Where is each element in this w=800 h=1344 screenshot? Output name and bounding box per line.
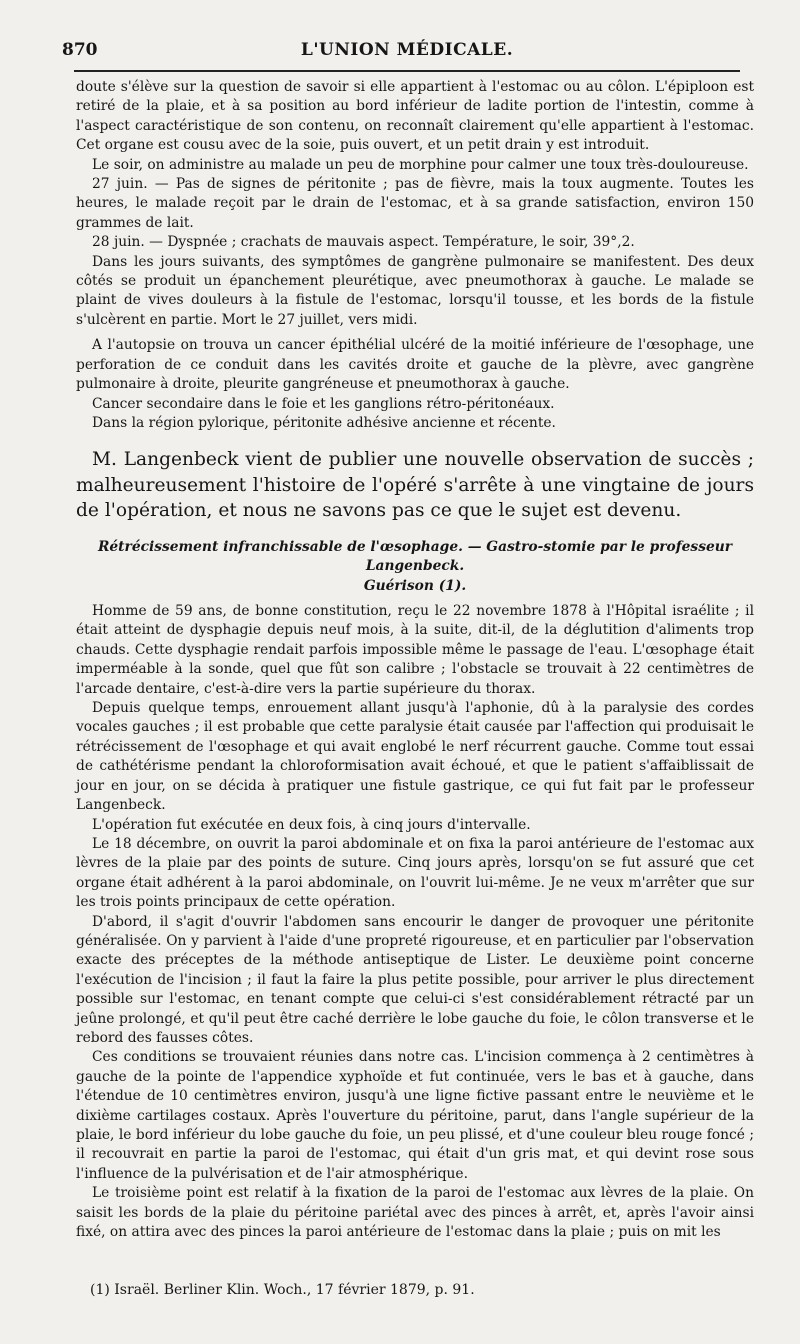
section-title <box>76 538 754 596</box>
paragraph: 28 juin. — Dyspnée ; crachats de mauvais aspect. Température, le soir, 39°,2. <box>92 234 635 251</box>
paragraph: A l'autopsie on trouva un cancer épithélial ulcéré de la moitié inférieure de l'œsophage, une perforation de ce conduit dans les cavités droite et gauche de la plèvre, avec gangrène pulmonaire à droite, pleurite gangréneuse et pneumothorax à gauche. <box>76 337 754 393</box>
paragraph: Cancer secondaire dans le foie et les ganglions rétro-péritonéaux. <box>92 395 555 412</box>
summary-paragraph: M. Langenbeck vient de publier une nouvelle observation de succès ; malheureusement l'histoire de l'opéré s'arrête à une vingtaine de jours de l'opération, et nous ne savons pas ce que le sujet est devenu. <box>76 449 754 522</box>
paragraph: Dans les jours suivants, des symptômes de gangrène pulmonaire se manifestent. Des deux côtés se produit un épanchement pleurétique, avec pneumothorax à gauche. Le malade se plaint de vives douleurs à la fistule de l'estomac, lorsqu'il tousse, et les bords de la fistule s'ulcèrent en partie. Mort le 27 juillet, vers midi. <box>76 253 754 328</box>
section-title-line: Rétrécissement infranchissable de l'œsophage. — Gastro-stomie par le professeur Langenbeck. <box>97 538 733 575</box>
paragraph: Le 18 décembre, on ouvrit la paroi abdominale et on fixa la paroi antérieure de l'estomac aux lèvres de la plaie par des points de suture. Cinq jours après, lorsqu'on se fut assuré que cet organe était adhérent à la paroi abdominale, on l'ouvrit lui-même. Je ne veux m'arrêter que sur les trois points principaux de cette opération. <box>76 835 754 911</box>
article-body <box>76 78 754 1242</box>
paragraph: Homme de 59 ans, de bonne constitution, reçu le 22 novembre 1878 à l'Hôpital israélite ; il était atteint de dysphagie depuis neuf mois, à la suite, dit-il, de la déglutition d'aliments trop chauds. Cette dysphagie rendait parfois impossible même le passage de l'eau. L'œsophage était imperméable à la sonde, quel que fût son calibre ; l'obstacle se trouvait à 22 centimètres de l'arcade dentaire, c'est-à-dire vers la partie supérieure du thorax. <box>76 603 754 697</box>
paragraph: Dans la région pylorique, péritonite adhésive ancienne et récente. <box>92 414 556 431</box>
running-title: L'UNION MÉDICALE. <box>300 40 514 60</box>
paragraph: L'opération fut exécutée en deux fois, à cinq jours d'intervalle. <box>92 816 531 833</box>
paragraph: D'abord, il s'agit d'ouvrir l'abdomen sans encourir le danger de provoquer une péritonite généralisée. On y parvient à l'aide d'une propreté rigoureuse, et en particulier par l'observation exacte des préceptes de la méthode antiseptique de Lister. Le deuxième point concerne l'exécution de l'incision ; il faut la faire la plus petite possible, pour arriver le plus directement possible sur l'estomac, en tenant compte que celui-ci s'est considérablement rétracté par un jeûne prolongé, et qu'il peut être caché derrière le lobe gauche du foie, le côlon transverse et le rebord des fausses côtes. <box>76 913 754 1046</box>
header-rule <box>74 70 740 72</box>
paragraph: Le troisième point est relatif à la fixation de la paroi de l'estomac aux lèvres de la plaie. On saisit les bords de la plaie du péritoine pariétal avec des pinces à arrêt, et, après l'avoir ainsi fixé, on attira avec des pinces la paroi antérieure de l'estomac dans la plaie ; puis on mit les <box>76 1185 754 1241</box>
footnote: (1) Israël. Berliner Klin. Woch., 17 février 1879, p. 91. <box>90 1282 475 1298</box>
page-number: 870 <box>62 40 98 60</box>
paragraph: Ces conditions se trouvaient réunies dans notre cas. L'incision commença à 2 centimètres à gauche de la pointe de l'appendice xyphoïde et fut continuée, vers le bas et à gauche, dans l'étendue de 10 centimètres environ, jusqu'à une ligne fictive passant entre le neuvième et le dixième cartilages costaux. Après l'ouverture du péritoine, parut, dans l'angle supérieur de la plaie, le bord inférieur du lobe gauche du foie, un peu plissé, et d'une couleur bleu rouge foncé ; il recouvrait en partie la paroi de l'estomac, qui était d'un gris mat, et qui devint rose sous l'influence de la pulvérisation et de l'air atmosphérique. <box>76 1049 754 1182</box>
page-header <box>62 40 752 66</box>
paragraph: 27 juin. — Pas de signes de péritonite ; pas de fièvre, mais la toux augmente. Toutes les heures, le malade reçoit par le drain de l'estomac, et à sa grande satisfaction, environ 150 grammes de lait. <box>76 176 754 231</box>
paragraph: doute s'élève sur la question de savoir si elle appartient à l'estomac ou au côlon. L'épiploon est retiré de la plaie, et à sa position au bord inférieur de ladite portion de l'intestin, comme à l'aspect caractéristique de son contenu, on reconnaît clairement qu'elle appartient à l'estomac. Cet organe est cousu avec de la soie, puis ouvert, et un petit drain y est introduit. <box>76 79 754 154</box>
section-title-line: Guérison (1). <box>363 577 467 594</box>
paragraph: Le soir, on administre au malade un peu de morphine pour calmer une toux très-douloureuse. <box>92 156 749 173</box>
paragraph: Depuis quelque temps, enrouement allant jusqu'à l'aphonie, dû à la paralysie des cordes vocales gauches ; il est probable que cette paralysie était causée par l'affection qui produisait le rétrécissement de l'œsophage et qui avait englobé le nerf récurrent gauche. Comme tout essai de cathétérisme pendant la chloroformisation avait échoué, et que le patient s'affaiblissait de jour en jour, on se décida à pratiquer une fistule gastrique, ce qui fut fait par le professeur Langenbeck. <box>76 700 754 814</box>
